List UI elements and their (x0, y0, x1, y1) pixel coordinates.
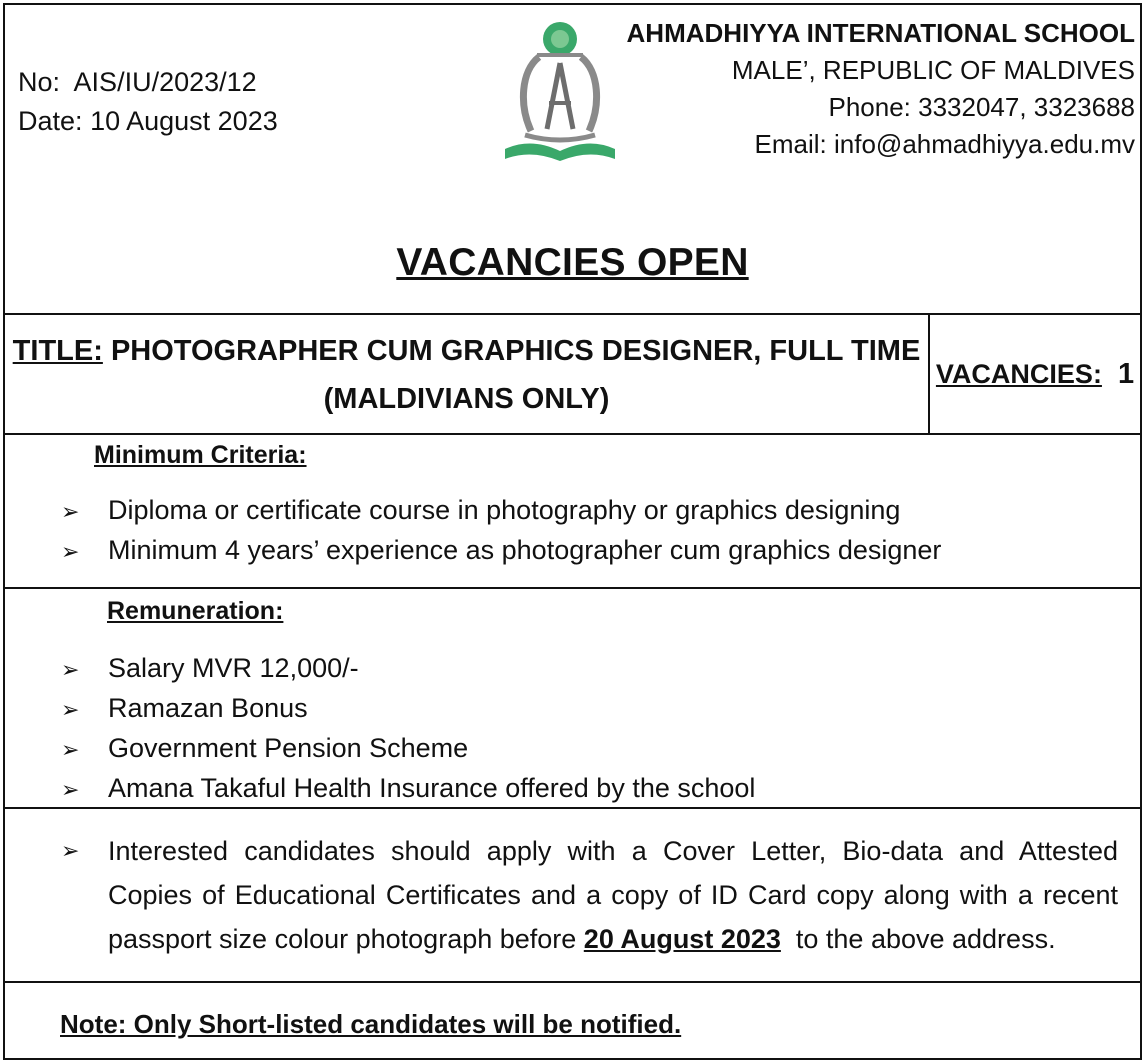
remuneration-section (5, 587, 1140, 807)
school-crest-icon (497, 19, 623, 165)
application-deadline: 20 August 2023 (583, 924, 781, 954)
note-section (5, 981, 1140, 1058)
list-item: ➢ Ramazan Bonus (61, 689, 755, 729)
arrow-bullet-icon: ➢ (61, 539, 80, 564)
page-title: VACANCIES OPEN (396, 241, 749, 284)
school-contact (627, 15, 1135, 163)
reference-number: No: AIS/IU/2023/12 (18, 67, 257, 97)
arrow-bullet-icon: ➢ (61, 657, 80, 682)
reference-block (18, 63, 278, 141)
arrow-bullet-icon: ➢ (61, 737, 80, 762)
list-item: ➢ Diploma or certificate course in photography or graphics designing (61, 491, 941, 531)
remuneration-list (61, 649, 755, 809)
application-text-end: to the above address. (780, 924, 1056, 954)
vacancies-count-cell (930, 315, 1140, 433)
school-name: AHMADHIYYA INTERNATIONAL SCHOOL (626, 18, 1135, 48)
application-text: Interested candidates should apply with a Cover Letter, Bio-data and Attested Copies of Educational Certificates and a copy of ID Card copy along with a recent passport size colour photograph before (108, 836, 1118, 954)
school-email: Email: info@ahmadhiyya.edu.mv (754, 129, 1135, 159)
reference-date: Date: 10 August 2023 (18, 106, 278, 136)
vacancies-label: VACANCIES: (935, 358, 1102, 389)
title-label: TITLE: (12, 335, 103, 367)
school-location: MALE’, REPUBLIC OF MALDIVES (731, 55, 1135, 85)
application-section (5, 807, 1140, 981)
school-phone: Phone: 3332047, 3323688 (828, 92, 1135, 122)
criteria-list (61, 491, 941, 571)
list-item: ➢ Government Pension Scheme (61, 729, 755, 769)
list-item: ➢ Salary MVR 12,000/- (61, 649, 755, 689)
criteria-heading: Minimum Criteria: (94, 441, 307, 469)
list-item: ➢ Amana Takaful Health Insurance offered by the school (61, 769, 755, 809)
arrow-bullet-icon: ➢ (61, 777, 80, 802)
arrow-bullet-icon: ➢ (61, 838, 80, 863)
position-title (5, 315, 930, 433)
vacancy-notice (3, 3, 1142, 1060)
criteria-section (5, 433, 1140, 587)
title-subtext: (MALDIVIANS ONLY) (323, 383, 610, 415)
arrow-bullet-icon: ➢ (61, 697, 80, 722)
shortlist-note: Note: Only Short-listed candidates will be notified. (60, 1009, 682, 1039)
vacancies-count: 1 (1117, 357, 1135, 390)
list-item: ➢ Minimum 4 years’ experience as photographer cum graphics designer (61, 531, 941, 571)
application-instructions (61, 829, 1118, 961)
position-row (5, 313, 1140, 433)
arrow-bullet-icon: ➢ (61, 499, 80, 524)
title-text: PHOTOGRAPHER CUM GRAPHICS DESIGNER, FULL TIME (110, 335, 921, 367)
letterhead (5, 5, 1140, 315)
remuneration-heading: Remuneration: (107, 597, 284, 625)
